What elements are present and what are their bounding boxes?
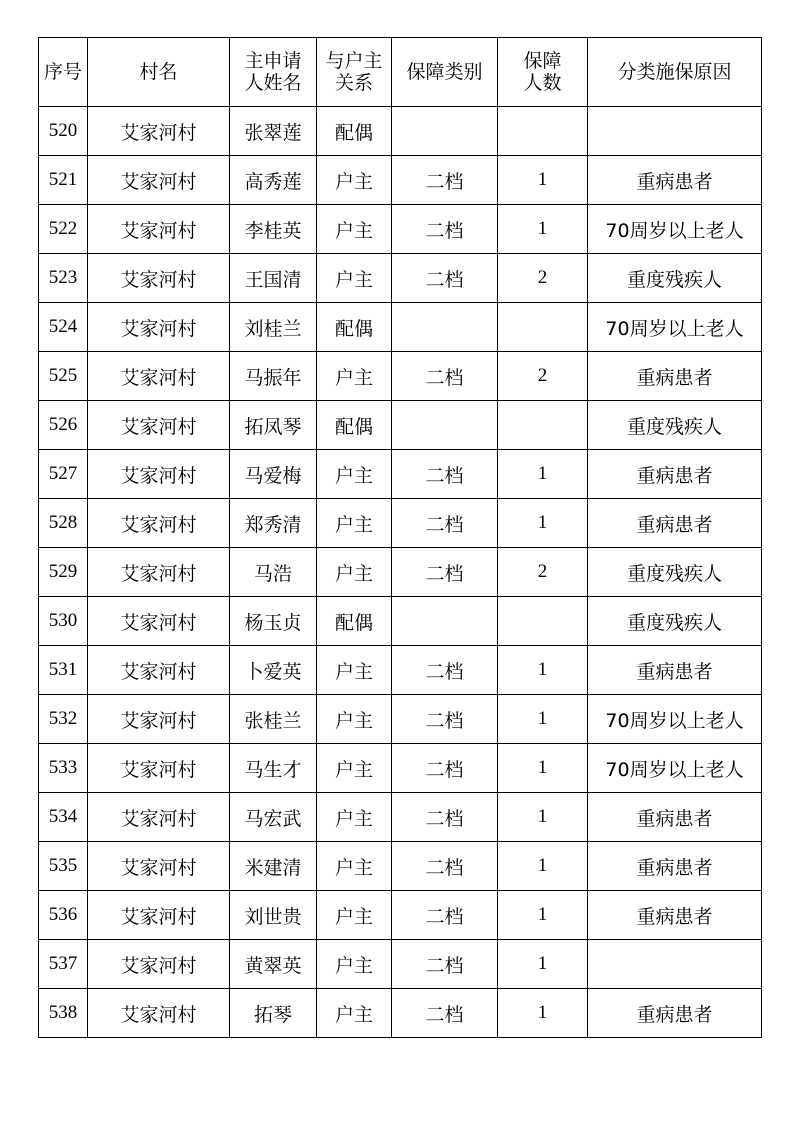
cell-reason: 重病患者	[588, 842, 762, 891]
cell-seq: 525	[39, 352, 88, 401]
cell-village: 艾家河村	[88, 303, 230, 352]
table-row	[39, 548, 762, 597]
cell-count: 1	[498, 989, 588, 1038]
cell-count	[498, 401, 588, 450]
cell-seq: 523	[39, 254, 88, 303]
cell-seq: 522	[39, 205, 88, 254]
cell-applicant-name: 马爱梅	[230, 450, 317, 499]
cell-seq: 538	[39, 989, 88, 1038]
cell-category	[392, 303, 498, 352]
cell-relation: 户主	[317, 695, 392, 744]
table-row	[39, 401, 762, 450]
cell-village: 艾家河村	[88, 107, 230, 156]
cell-reason: 重病患者	[588, 891, 762, 940]
cell-category: 二档	[392, 891, 498, 940]
cell-category: 二档	[392, 989, 498, 1038]
cell-village: 艾家河村	[88, 989, 230, 1038]
cell-applicant-name: 拓凤琴	[230, 401, 317, 450]
cell-reason: 重度残疾人	[588, 548, 762, 597]
cell-seq: 521	[39, 156, 88, 205]
header-village: 村名	[88, 38, 230, 107]
cell-category: 二档	[392, 646, 498, 695]
table-row	[39, 156, 762, 205]
cell-village: 艾家河村	[88, 205, 230, 254]
cell-applicant-name: 李桂英	[230, 205, 317, 254]
cell-count: 2	[498, 254, 588, 303]
cell-category	[392, 597, 498, 646]
cell-reason: 重度残疾人	[588, 401, 762, 450]
cell-relation: 配偶	[317, 303, 392, 352]
cell-seq: 526	[39, 401, 88, 450]
cell-count: 1	[498, 450, 588, 499]
cell-count	[498, 303, 588, 352]
cell-reason: 70周岁以上老人	[588, 303, 762, 352]
cell-village: 艾家河村	[88, 156, 230, 205]
cell-category: 二档	[392, 793, 498, 842]
cell-category: 二档	[392, 156, 498, 205]
cell-relation: 配偶	[317, 597, 392, 646]
cell-village: 艾家河村	[88, 401, 230, 450]
assistance-roster-table	[38, 37, 762, 1038]
cell-applicant-name: 郑秀清	[230, 499, 317, 548]
cell-applicant-name: 张桂兰	[230, 695, 317, 744]
cell-reason: 重度残疾人	[588, 254, 762, 303]
cell-relation: 户主	[317, 793, 392, 842]
cell-applicant-name: 王国清	[230, 254, 317, 303]
cell-applicant-name: 张翠莲	[230, 107, 317, 156]
cell-reason: 重病患者	[588, 499, 762, 548]
cell-count: 2	[498, 352, 588, 401]
cell-reason: 重病患者	[588, 450, 762, 499]
cell-seq: 534	[39, 793, 88, 842]
cell-relation: 户主	[317, 940, 392, 989]
cell-village: 艾家河村	[88, 793, 230, 842]
cell-village: 艾家河村	[88, 695, 230, 744]
cell-count: 1	[498, 156, 588, 205]
cell-applicant-name: 黄翠英	[230, 940, 317, 989]
cell-relation: 户主	[317, 548, 392, 597]
cell-category: 二档	[392, 499, 498, 548]
table-row	[39, 597, 762, 646]
cell-count: 1	[498, 499, 588, 548]
cell-relation: 户主	[317, 156, 392, 205]
cell-relation: 户主	[317, 205, 392, 254]
cell-village: 艾家河村	[88, 891, 230, 940]
cell-applicant-name: 马宏武	[230, 793, 317, 842]
cell-category	[392, 107, 498, 156]
cell-count: 1	[498, 695, 588, 744]
table-row	[39, 989, 762, 1038]
cell-applicant-name: 刘桂兰	[230, 303, 317, 352]
cell-seq: 520	[39, 107, 88, 156]
table-row	[39, 352, 762, 401]
cell-reason: 重病患者	[588, 646, 762, 695]
cell-seq: 532	[39, 695, 88, 744]
cell-category: 二档	[392, 205, 498, 254]
header-row	[39, 38, 762, 107]
cell-relation: 户主	[317, 646, 392, 695]
table-row	[39, 891, 762, 940]
table-row	[39, 205, 762, 254]
header-count: 保障人数	[498, 38, 588, 107]
cell-relation: 户主	[317, 842, 392, 891]
cell-count: 1	[498, 205, 588, 254]
cell-relation: 配偶	[317, 107, 392, 156]
cell-applicant-name: 卜爱英	[230, 646, 317, 695]
cell-relation: 配偶	[317, 401, 392, 450]
cell-village: 艾家河村	[88, 646, 230, 695]
cell-reason: 重病患者	[588, 156, 762, 205]
cell-village: 艾家河村	[88, 254, 230, 303]
cell-category: 二档	[392, 744, 498, 793]
cell-relation: 户主	[317, 744, 392, 793]
cell-category: 二档	[392, 695, 498, 744]
cell-relation: 户主	[317, 254, 392, 303]
cell-count: 1	[498, 940, 588, 989]
cell-count: 1	[498, 891, 588, 940]
table-row	[39, 450, 762, 499]
cell-village: 艾家河村	[88, 499, 230, 548]
cell-count: 1	[498, 744, 588, 793]
cell-applicant-name: 刘世贵	[230, 891, 317, 940]
table-row	[39, 499, 762, 548]
cell-relation: 户主	[317, 989, 392, 1038]
cell-applicant-name: 米建清	[230, 842, 317, 891]
cell-seq: 524	[39, 303, 88, 352]
cell-applicant-name: 马浩	[230, 548, 317, 597]
cell-seq: 536	[39, 891, 88, 940]
header-category: 保障类别	[392, 38, 498, 107]
cell-count: 1	[498, 793, 588, 842]
cell-village: 艾家河村	[88, 597, 230, 646]
cell-seq: 530	[39, 597, 88, 646]
table-row	[39, 744, 762, 793]
cell-relation: 户主	[317, 891, 392, 940]
cell-applicant-name: 拓琴	[230, 989, 317, 1038]
header-applicant-name: 主申请人姓名	[230, 38, 317, 107]
table-row	[39, 107, 762, 156]
cell-reason: 70周岁以上老人	[588, 205, 762, 254]
table-row	[39, 303, 762, 352]
cell-category: 二档	[392, 548, 498, 597]
cell-village: 艾家河村	[88, 548, 230, 597]
cell-relation: 户主	[317, 352, 392, 401]
cell-reason: 70周岁以上老人	[588, 695, 762, 744]
cell-village: 艾家河村	[88, 352, 230, 401]
cell-seq: 529	[39, 548, 88, 597]
cell-category: 二档	[392, 450, 498, 499]
cell-category: 二档	[392, 352, 498, 401]
cell-village: 艾家河村	[88, 450, 230, 499]
header-reason: 分类施保原因	[588, 38, 762, 107]
cell-reason	[588, 107, 762, 156]
cell-seq: 535	[39, 842, 88, 891]
cell-seq: 527	[39, 450, 88, 499]
cell-count: 1	[498, 842, 588, 891]
cell-village: 艾家河村	[88, 744, 230, 793]
cell-seq: 533	[39, 744, 88, 793]
table-row	[39, 646, 762, 695]
cell-applicant-name: 杨玉贞	[230, 597, 317, 646]
cell-count: 2	[498, 548, 588, 597]
cell-category	[392, 401, 498, 450]
cell-reason: 重病患者	[588, 989, 762, 1038]
cell-relation: 户主	[317, 450, 392, 499]
cell-applicant-name: 马生才	[230, 744, 317, 793]
cell-count	[498, 597, 588, 646]
table-row	[39, 254, 762, 303]
cell-category: 二档	[392, 254, 498, 303]
cell-count	[498, 107, 588, 156]
table-row	[39, 695, 762, 744]
cell-category: 二档	[392, 842, 498, 891]
cell-seq: 531	[39, 646, 88, 695]
cell-reason: 重病患者	[588, 793, 762, 842]
cell-reason: 重度残疾人	[588, 597, 762, 646]
table-row	[39, 940, 762, 989]
cell-seq: 537	[39, 940, 88, 989]
cell-reason: 70周岁以上老人	[588, 744, 762, 793]
cell-applicant-name: 高秀莲	[230, 156, 317, 205]
roster-body	[39, 107, 762, 1038]
cell-reason	[588, 940, 762, 989]
cell-count: 1	[498, 646, 588, 695]
cell-seq: 528	[39, 499, 88, 548]
cell-category: 二档	[392, 940, 498, 989]
cell-relation: 户主	[317, 499, 392, 548]
header-seq: 序号	[39, 38, 88, 107]
cell-village: 艾家河村	[88, 842, 230, 891]
cell-applicant-name: 马振年	[230, 352, 317, 401]
cell-reason: 重病患者	[588, 352, 762, 401]
header-relation: 与户主关系	[317, 38, 392, 107]
table-row	[39, 793, 762, 842]
cell-village: 艾家河村	[88, 940, 230, 989]
table-row	[39, 842, 762, 891]
